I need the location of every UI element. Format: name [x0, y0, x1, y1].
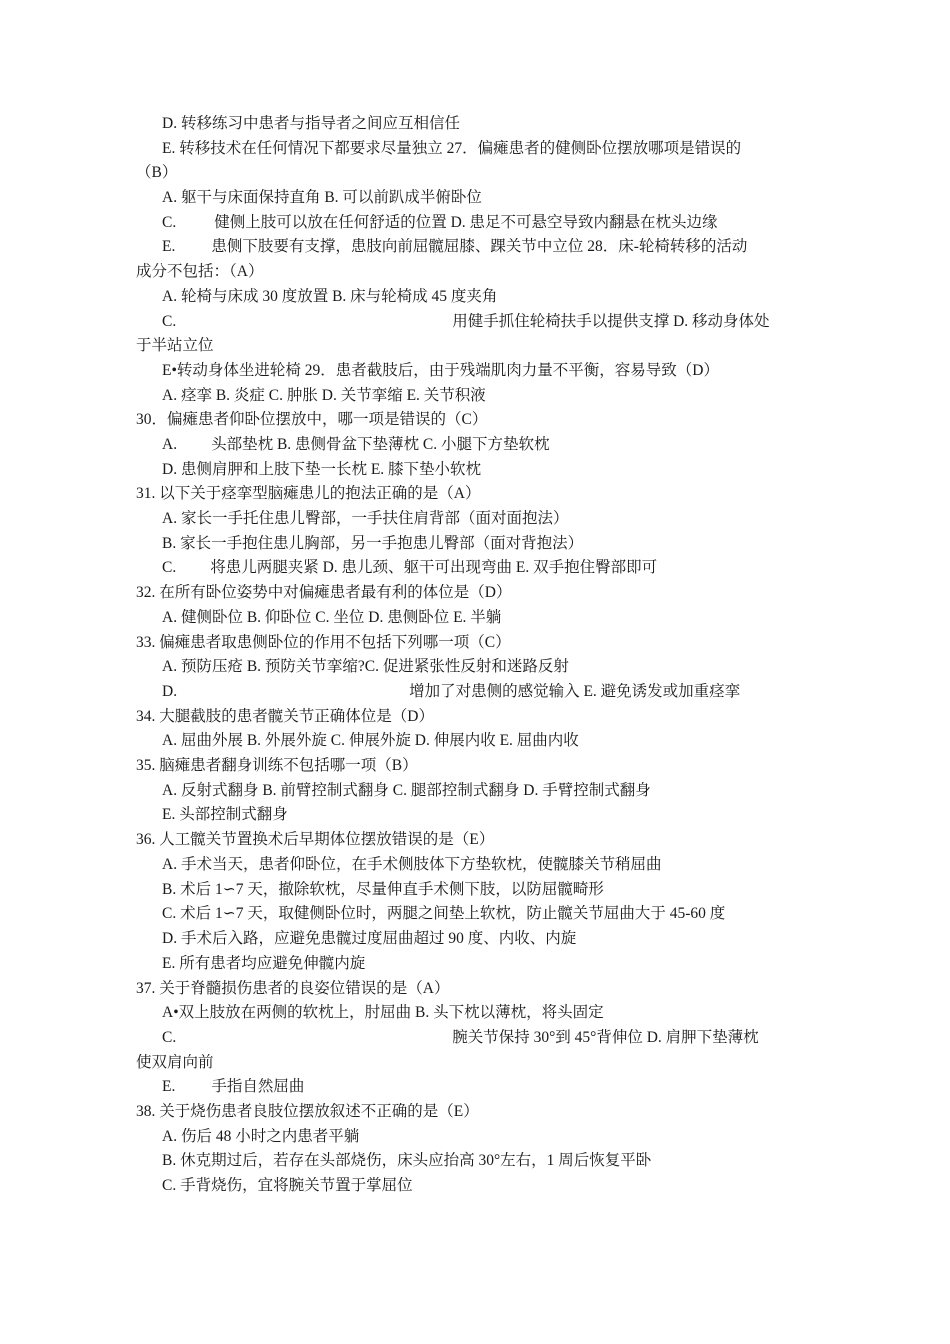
option-text: 将患儿两腿夹紧 D. 患儿颈、躯干可出现弯曲 E. 双手抱住臀部即可 — [210, 559, 658, 576]
option-line: E. 转移技术在任何情况下都要求尽量独立 27．偏瘫患者的健侧卧位摆放哪项是错误的 — [162, 140, 742, 157]
option-line: A. 手术当天，患者仰卧位，在手术侧肢体下方垫软枕，使髋膝关节稍屈曲 — [162, 856, 662, 873]
option-line: A. 躯干与床面保持直角 B. 可以前趴成半俯卧位 — [162, 189, 482, 206]
option-letter: C. — [162, 313, 177, 330]
option-line: 于半站立位 — [136, 337, 214, 354]
option-text: 腕关节保持 30°到 45°背伸位 D. 肩胛下垫薄枕 — [452, 1029, 759, 1046]
option-line: C. 术后 1∽7 天，取健侧卧位时，两腿之间垫上软枕，防止髋关节屈曲大于 45-60 度 — [162, 905, 726, 922]
option-line — [162, 310, 770, 335]
option-line: A•双上肢放在两侧的软枕上，肘屈曲 B. 头下枕以薄枕，将头固定 — [162, 1004, 604, 1021]
option-line: B. 家长一手抱住患儿胸部，另一手抱患儿臀部（面对背抱法） — [162, 535, 584, 552]
option-text: 患侧下肢要有支撑，患肢向前屈髋屈膝、踝关节中立位 28．床-轮椅转移的活动 — [211, 238, 748, 255]
option-text: 手指自然屈曲 — [211, 1078, 305, 1095]
option-line: 使双肩向前 — [136, 1054, 214, 1071]
option-line: E•转动身体坐进轮椅 29．患者截肢后，由于残端肌肉力量不平衡，容易导致（D） — [162, 362, 719, 379]
option-letter: E. — [162, 238, 176, 255]
option-text: 用健手抓住轮椅扶手以提供支撑 D. 移动身体处 — [452, 313, 770, 330]
option-letter: C. — [162, 1029, 177, 1046]
question-line: 38. 关于烧伤患者良肢位摆放叙述不正确的是（E） — [136, 1103, 479, 1120]
option-line — [162, 211, 718, 236]
question-line: 35. 脑瘫患者翻身训练不包括哪一项（B） — [136, 757, 418, 774]
option-line: A. 伤后 48 小时之内患者平躺 — [162, 1128, 360, 1145]
option-line: E. 头部控制式翻身 — [162, 806, 288, 823]
option-line: A. 轮椅与床成 30 度放置 B. 床与轮椅成 45 度夹角 — [162, 288, 498, 305]
option-line: A. 痉挛 B. 炎症 C. 肿胀 D. 关节挛缩 E. 关节积液 — [162, 387, 486, 404]
question-line: 成分不包括：（A） — [136, 263, 264, 280]
question-line: 33. 偏瘫患者取患侧卧位的作用不包括下列哪一项（C） — [136, 634, 511, 651]
option-line: A. 家长一手托住患儿臀部，一手扶住肩背部（面对面抱法） — [162, 510, 569, 527]
option-line — [162, 556, 657, 581]
option-line: E. 所有患者均应避免伸髋内旋 — [162, 955, 366, 972]
option-line: A. 反射式翻身 B. 前臂控制式翻身 C. 腿部控制式翻身 D. 手臂控制式翻身 — [162, 782, 651, 799]
question-line: 32. 在所有卧位姿势中对偏瘫患者最有利的体位是（D） — [136, 584, 512, 601]
option-line: D. 手术后入路，应避免患髋过度屈曲超过 90 度、内收、内旋 — [162, 930, 577, 947]
option-line — [162, 235, 747, 260]
answer-line: （B） — [136, 164, 178, 181]
option-line — [162, 1075, 304, 1100]
option-letter: E. — [162, 1078, 176, 1095]
option-letter: C. — [162, 214, 177, 231]
option-line: A. 屈曲外展 B. 外展外旋 C. 伸展外旋 D. 伸展内收 E. 屈曲内收 — [162, 732, 579, 749]
question-line: 30．偏瘫患者仰卧位摆放中，哪一项是错误的（C） — [136, 411, 488, 428]
option-line — [162, 1026, 759, 1051]
option-line: C. 手背烧伤，宜将腕关节置于掌屈位 — [162, 1177, 413, 1194]
option-line: D. 转移练习中患者与指导者之间应互相信任 — [162, 115, 460, 132]
option-line: D. 患侧肩胛和上肢下垫一长枕 E. 膝下垫小软枕 — [162, 461, 482, 478]
option-text: 头部垫枕 B. 患侧骨盆下垫薄枕 C. 小腿下方垫软枕 — [211, 436, 550, 453]
option-line — [162, 680, 740, 705]
question-line: 34. 大腿截肢的患者髋关节正确体位是（D） — [136, 708, 434, 725]
option-letter: C. — [162, 559, 177, 576]
question-line: 36. 人工髋关节置换术后早期体位摆放错误的是（E） — [136, 831, 495, 848]
option-letter: D. — [162, 683, 178, 700]
option-line — [162, 433, 550, 458]
option-line: B. 术后 1∽7 天，撤除软枕，尽量伸直手术侧下肢，以防屈髋畸形 — [162, 881, 604, 898]
option-line: A. 健侧卧位 B. 仰卧位 C. 坐位 D. 患侧卧位 E. 半躺 — [162, 609, 502, 626]
option-text: 增加了对患侧的感觉输入 E. 避免诱发或加重痉挛 — [409, 683, 741, 700]
option-line: B. 休克期过后，若存在头部烧伤，床头应抬高 30°左右，1 周后恢复平卧 — [162, 1152, 652, 1169]
question-line: 31. 以下关于痉挛型脑瘫患儿的抱法正确的是（A） — [136, 485, 481, 502]
question-line: 37. 关于脊髓损伤患者的良姿位错误的是（A） — [136, 980, 450, 997]
option-line: A. 预防压疮 B. 预防关节挛缩?C. 促进紧张性反射和迷路反射 — [162, 658, 569, 675]
option-text: 健侧上肢可以放在任何舒适的位置 D. 患足不可悬空导致内翻悬在枕头边缘 — [214, 214, 718, 231]
option-letter: A. — [162, 436, 178, 453]
